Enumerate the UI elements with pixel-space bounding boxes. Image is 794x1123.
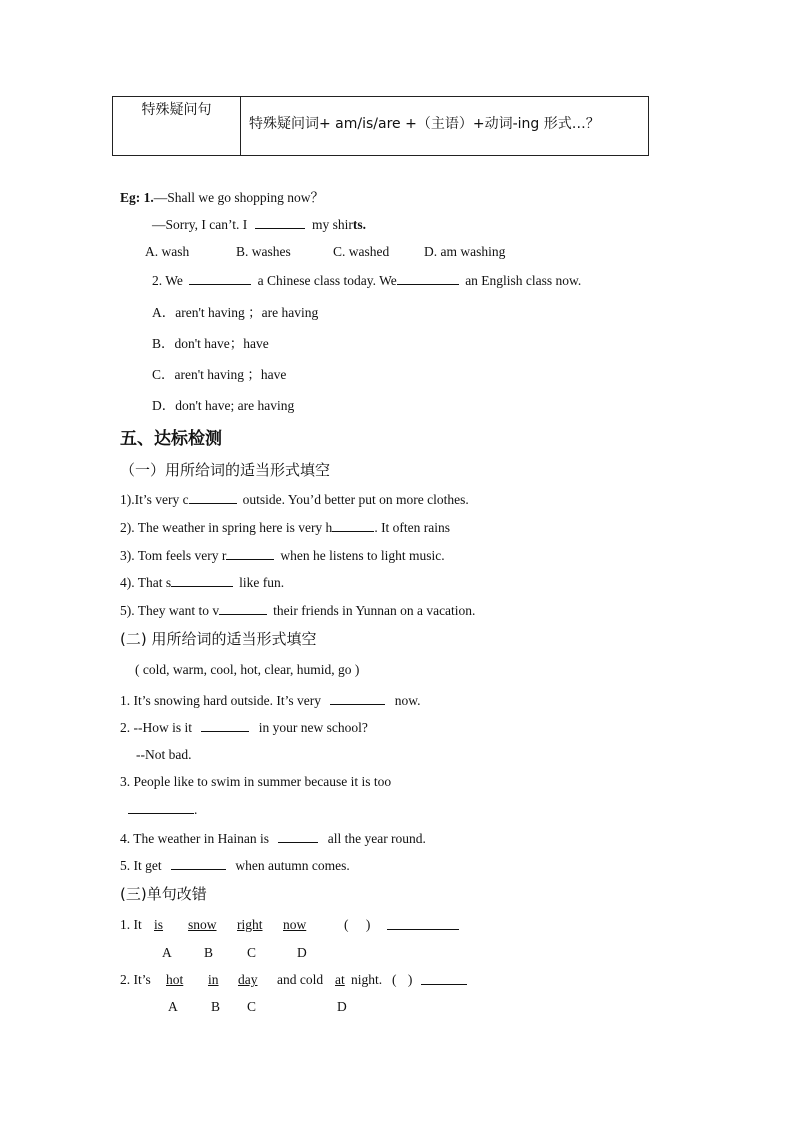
eg2-option-b: B．don't have；have [152, 336, 269, 351]
part2-item-5 [120, 857, 350, 874]
q2-tail-text: night. [351, 972, 383, 987]
q1-word-d: now [283, 917, 307, 932]
item-text: when he listens to light music. [280, 548, 445, 563]
q1-letter-b: B [204, 945, 214, 960]
eg1-line2 [152, 216, 366, 233]
q1-word-c: right [237, 917, 263, 932]
q2-letter-b: B [211, 999, 221, 1014]
part3-q1 [120, 917, 142, 933]
part2-item-1 [120, 692, 420, 709]
q1-letter-c: C [247, 945, 257, 960]
q2-word-d: at [335, 972, 345, 987]
part2-blank-5[interactable] [171, 857, 226, 870]
item-text: 3). Tom feels very r [120, 548, 227, 563]
part2-item-3-cont [128, 801, 197, 818]
eg1-option-b: B. washes [236, 244, 291, 259]
item-text: outside. You’d better put on more clothes. [242, 492, 469, 507]
eg1-option-c: C. washed [333, 244, 390, 259]
part3-q2 [120, 972, 151, 988]
item-text: 2). The weather in spring here is very h [120, 520, 333, 535]
item-text: 1).It’s very c [120, 492, 189, 507]
item-text: 4. The weather in Hainan is [120, 831, 269, 846]
table-label: 特殊疑问句 [141, 102, 212, 118]
item-text: 5). They want to v [120, 603, 220, 618]
q2-letter-c: C [247, 999, 257, 1014]
q2-mid-text: and cold [277, 972, 324, 987]
eg1-blank[interactable] [255, 216, 305, 229]
item-text: 4). That s [120, 575, 172, 590]
eg2-option-d: D．don't have; are having [152, 398, 295, 413]
eg1-option-a: A. wash [145, 244, 190, 259]
grammar-table [112, 96, 649, 156]
part1-blank-4[interactable] [171, 574, 233, 587]
q2-word-b: in [208, 972, 219, 987]
part2-blank-2[interactable] [201, 719, 249, 732]
eg2-end: an English class now. [465, 273, 582, 288]
part1-item-3 [120, 547, 445, 564]
part2-item-3: 3. People like to swim in summer because it is too [120, 774, 392, 789]
q1-letter-a: A [162, 945, 172, 960]
part1-item-1 [120, 491, 469, 508]
q2-word-c: day [238, 972, 258, 987]
part2-title: (二) 用所给词的适当形式填空 [120, 630, 317, 648]
part2-item-4 [120, 830, 426, 847]
part2-blank-3[interactable] [128, 801, 194, 814]
item-text: now. [394, 693, 421, 708]
part1-blank-3[interactable] [226, 547, 274, 560]
eg2-start: 2. We [152, 273, 183, 288]
item-text: 5. It get [120, 858, 162, 873]
part2-blank-4[interactable] [278, 830, 318, 843]
part1-item-4 [120, 574, 284, 591]
eg1-answer-start: —Sorry, I can’t. I [152, 217, 248, 232]
section5-title: 五、达标检测 [120, 429, 222, 449]
item-text: 1. It’s snowing hard outside. It’s very [120, 693, 321, 708]
part2-item-2-answer: --Not bad. [136, 747, 192, 762]
part2-word-bank: ( cold, warm, cool, hot, clear, humid, go ) [135, 662, 360, 677]
q2-letter-d: D [337, 999, 347, 1014]
part1-title: （一）用所给词的适当形式填空 [120, 461, 331, 479]
part3-title: (三)单句改错 [120, 885, 207, 903]
q2-num: 2. It’s [120, 972, 151, 987]
part1-blank-5[interactable] [219, 602, 267, 615]
item-text: all the year round. [327, 831, 426, 846]
eg1-question: —Shall we go shopping now？ [153, 190, 324, 205]
item-text: their friends in Yunnan on a vacation. [273, 603, 476, 618]
eg2-option-a: A．aren't having ；are having [152, 305, 319, 320]
eg1-answer-end: ts. [352, 217, 366, 232]
item-text: . [194, 802, 198, 817]
table-formula: 特殊疑问词+ am/is/are +（主语）+动词-ing 形式…？ [249, 116, 600, 132]
q1-paren: ( ) [344, 917, 371, 932]
q2-answer-blank[interactable] [421, 972, 467, 985]
table-label-cell [113, 97, 241, 156]
eg-prefix: Eg: 1. [120, 190, 154, 205]
table-formula-cell [241, 97, 649, 156]
part1-item-2 [120, 519, 450, 536]
eg1-option-d: D. am washing [424, 244, 506, 259]
q1-num: 1. It [120, 917, 142, 932]
q1-answer-blank[interactable] [387, 917, 459, 930]
part1-blank-2[interactable] [332, 519, 374, 532]
eg1-answer-mid: my shir [311, 217, 353, 232]
q1-letter-d: D [297, 945, 307, 960]
part1-blank-1[interactable] [189, 491, 237, 504]
item-text: . It often rains [374, 520, 451, 535]
eg2-question [152, 272, 581, 289]
eg2-blank-1[interactable] [189, 272, 251, 285]
item-text: 2. --How is it [120, 720, 192, 735]
item-text: in your new school? [258, 720, 368, 735]
item-text: when autumn comes. [235, 858, 350, 873]
q1-word-a: is [154, 917, 164, 932]
q2-paren: ( ) [392, 972, 413, 987]
eg2-option-c: C．aren't having ；have [152, 367, 287, 382]
part2-item-2 [120, 719, 368, 736]
part1-item-5 [120, 602, 475, 619]
q2-letter-a: A [168, 999, 178, 1014]
eg2-blank-2[interactable] [397, 272, 459, 285]
item-text: like fun. [239, 575, 285, 590]
eg1-line1 [120, 186, 324, 206]
q2-word-a: hot [166, 972, 184, 987]
q1-word-b: snow [188, 917, 217, 932]
eg2-mid: a Chinese class today. We [257, 273, 397, 288]
part2-blank-1[interactable] [330, 692, 385, 705]
